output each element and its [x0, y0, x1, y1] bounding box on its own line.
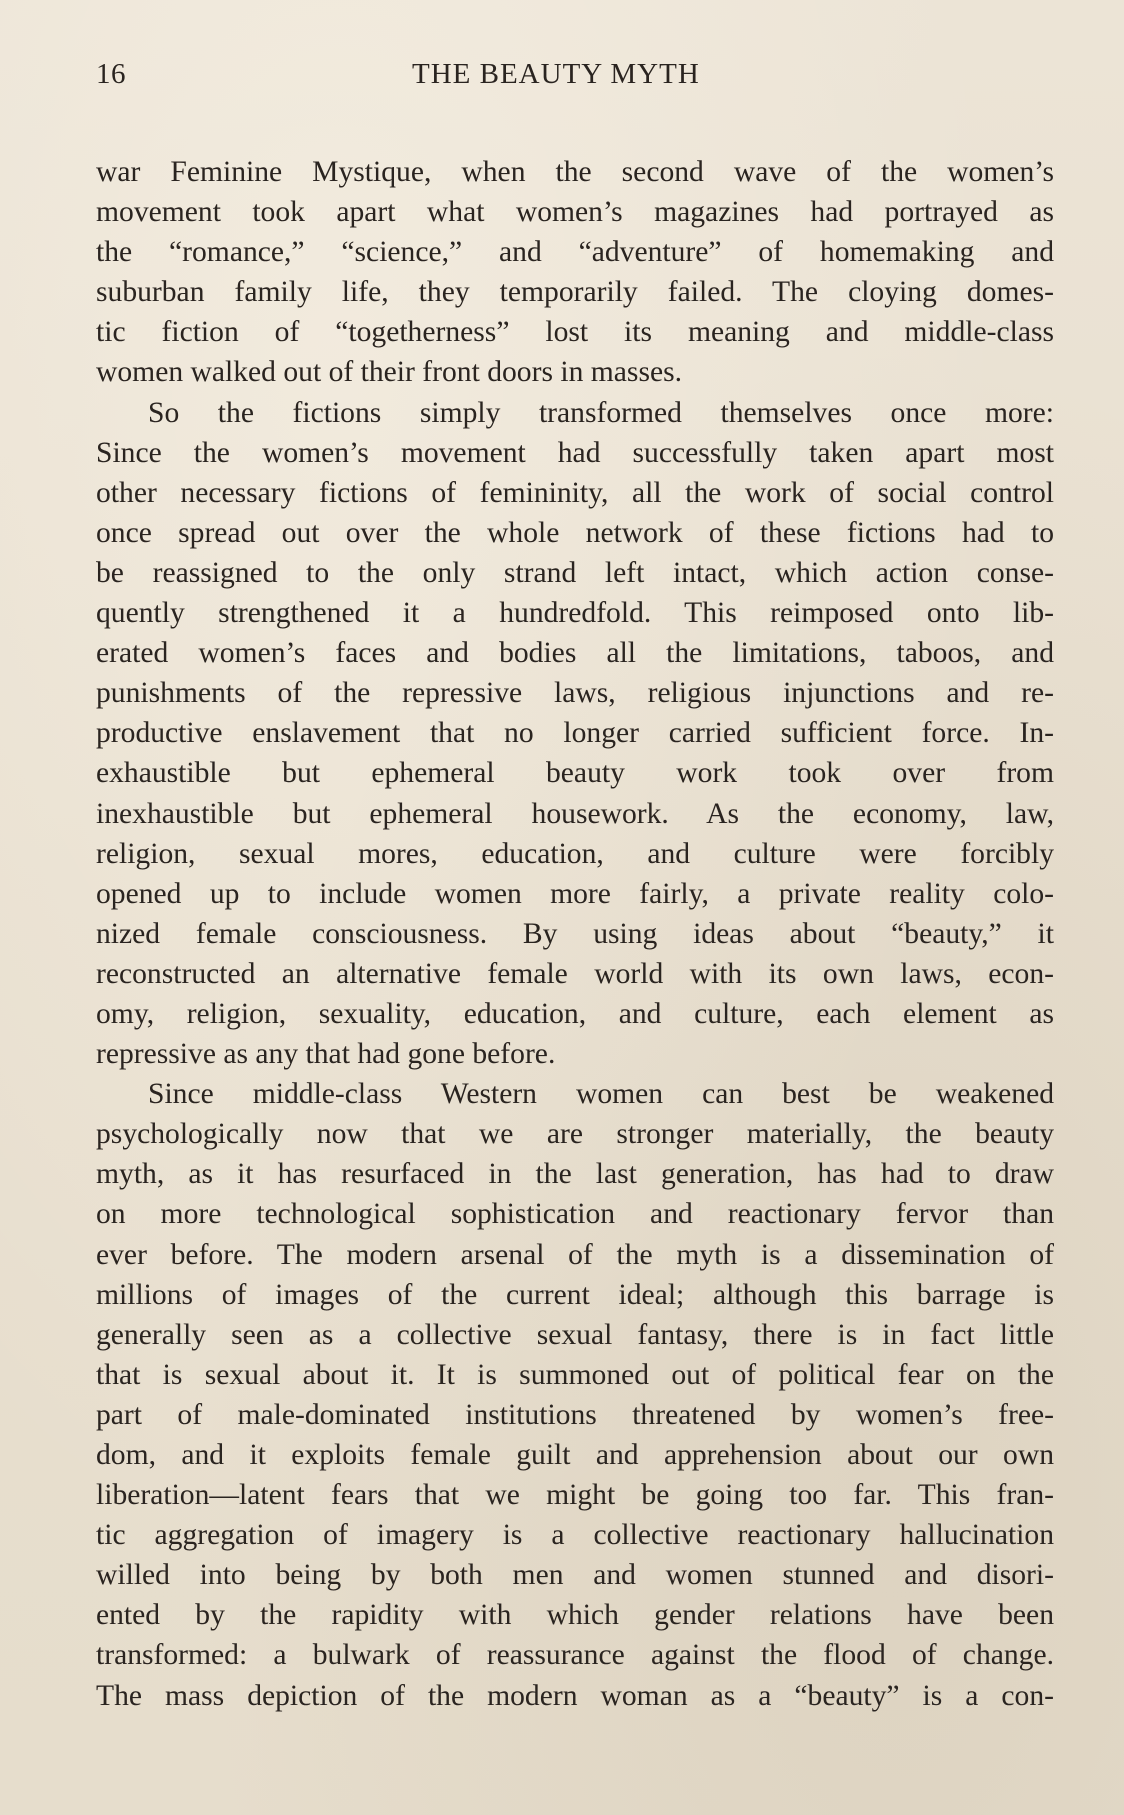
text-line: nized female consciousness. By using ideas about “beauty,” it	[96, 917, 1054, 950]
text-line: movement took apart what women’s magazines had portrayed as	[96, 196, 1054, 229]
paragraph	[96, 1074, 1054, 1716]
paragraph	[96, 152, 1054, 393]
text-line: inexhaustible but ephemeral housework. As the economy, law,	[96, 797, 1054, 830]
text-line: exhaustible but ephemeral beauty work took over from	[96, 757, 1054, 790]
text-line: quently strengthened it a hundredfold. This reimposed onto lib-	[96, 597, 1054, 630]
text-line: Since middle-class Western women can best be weakened	[148, 1078, 1054, 1111]
text-line: omy, religion, sexuality, education, and culture, each element as	[96, 997, 1054, 1030]
text-line: on more technological sophistication and reactionary fervor than	[96, 1198, 1054, 1231]
text-line: be reassigned to the only strand left intact, which action conse-	[96, 556, 1054, 589]
text-line: dom, and it exploits female guilt and apprehension about our own	[96, 1439, 1054, 1471]
text-line: willed into being by both men and women stunned and disori-	[96, 1559, 1054, 1592]
text-line: reconstructed an alternative female world with its own laws, econ-	[96, 957, 1054, 990]
running-head	[96, 58, 1056, 98]
text-line: punishments of the repressive laws, religious injunctions and re-	[96, 677, 1054, 710]
text-line: liberation—latent fears that we might be going too far. This fran-	[96, 1479, 1054, 1512]
text-line: ever before. The modern arsenal of the myth is a dissemination of	[96, 1238, 1054, 1271]
text-line: psychologically now that we are stronger materially, the beauty	[96, 1118, 1054, 1151]
text-line: other necessary fictions of femininity, all the work of social control	[96, 476, 1054, 509]
text-line: transformed: a bulwark of reassurance against the flood of change.	[96, 1639, 1054, 1672]
text-line: generally seen as a collective sexual fantasy, there is in fact little	[96, 1318, 1054, 1351]
text-line: productive enslavement that no longer carried sufficient force. In-	[96, 717, 1054, 750]
paragraph	[96, 393, 1054, 1075]
text-line: tic fiction of “togetherness” lost its meaning and middle-class	[96, 316, 1054, 349]
text-line: opened up to include women more fairly, a private reality colo-	[96, 877, 1054, 910]
text-line: women walked out of their front doors in masses.	[96, 356, 683, 389]
text-line: suburban family life, they temporarily failed. The cloying domes-	[96, 276, 1054, 309]
text-line: that is sexual about it. It is summoned out of political fear on the	[96, 1358, 1054, 1391]
text-line: Since the women’s movement had successfully taken apart most	[96, 436, 1054, 469]
text-line: once spread out over the whole network of these fictions had to	[96, 516, 1054, 549]
text-line: tic aggregation of imagery is a collective reactionary hallucination	[96, 1519, 1054, 1552]
text-line: So the fictions simply transformed themselves once more:	[148, 396, 1054, 429]
text-line: The mass depiction of the modern woman as a “beauty” is a con-	[96, 1679, 1054, 1712]
text-line: religion, sexual mores, education, and culture were forcibly	[96, 837, 1054, 870]
text-line: millions of images of the current ideal; although this barrage is	[96, 1278, 1054, 1311]
text-line: part of male-dominated institutions threatened by women’s free-	[96, 1398, 1054, 1431]
text-line: repressive as any that had gone before.	[96, 1038, 556, 1071]
page-number: 16	[96, 58, 126, 90]
text-line: erated women’s faces and bodies all the limitations, taboos, and	[96, 637, 1054, 670]
text-line: the “romance,” “science,” and “adventure” of homemaking and	[96, 236, 1054, 269]
text-line: war Feminine Mystique, when the second wave of the women’s	[96, 156, 1054, 188]
text-line: ented by the rapidity with which gender relations have been	[96, 1599, 1054, 1632]
running-title: THE BEAUTY MYTH	[412, 58, 700, 90]
text-line: myth, as it has resurfaced in the last generation, has had to draw	[96, 1158, 1054, 1191]
body-text	[96, 152, 1054, 1716]
